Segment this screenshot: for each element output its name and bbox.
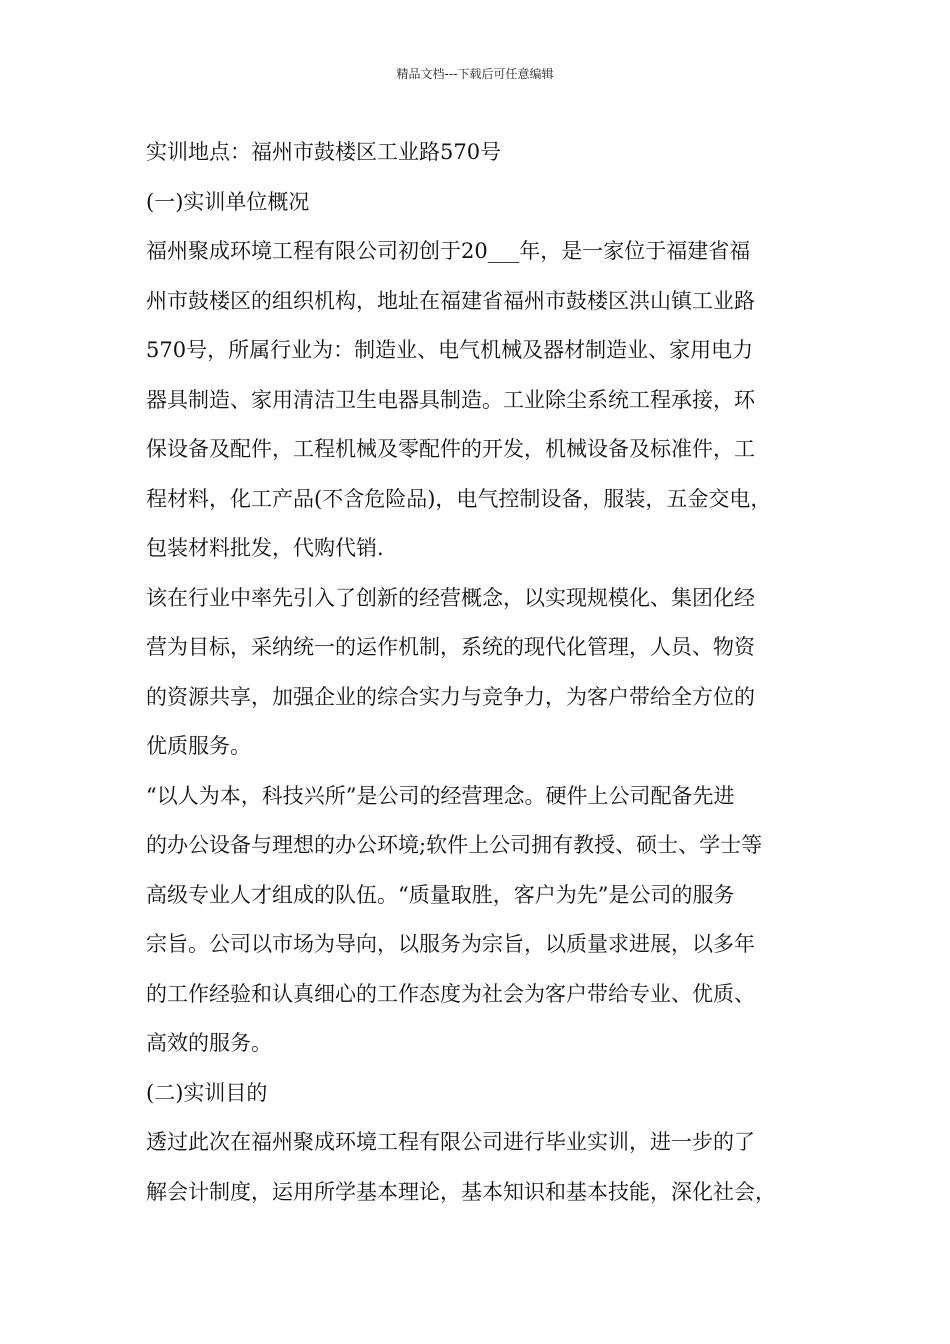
text-line: 保设备及配件，工程机械及零配件的开发，机械设备及标准件，工 <box>146 437 755 461</box>
text-line: 透过此次在福州聚成环境工程有限公司进行毕业实训，进一步的了 <box>146 1130 755 1154</box>
text-line: 程材料，化工产品(不含危险品)，电气控制设备，服装，五金交电， <box>146 486 772 511</box>
text-line: 的办公设备与理想的办公环境;软件上公司拥有教授、硕士、学士等 <box>146 833 763 857</box>
section-heading-training-purpose: (二)实训目的 <box>146 1080 268 1105</box>
text-line: 高效的服务。 <box>146 1031 272 1055</box>
text-line: 的工作经验和认真细心的工作态度为社会为客户带给专业、优质、 <box>146 981 755 1006</box>
document-body <box>146 128 822 1217</box>
text-line: 包装材料批发，代购代销. <box>146 536 384 560</box>
text-line: 州市鼓楼区的组织机构，地址在福建省福州市鼓楼区洪山镇工业路 <box>146 288 755 313</box>
page-header: 精品文档---下载后可任意编辑 <box>396 67 554 81</box>
text-line: “以人为本，科技兴所”是公司的经营理念。硬件上公司配备先进 <box>146 783 735 808</box>
text-line: 570号，所属行业为：制造业、电气机械及器材制造业、家用电力 <box>146 338 754 362</box>
text-line-location: 实训地点：福州市鼓楼区工业路570号 <box>146 140 502 164</box>
text-line: 优质服务。 <box>146 734 251 758</box>
text-line: 的资源共享，加强企业的综合实力与竞争力，为客户带给全方位的 <box>146 684 755 709</box>
text-line: 营为目标，采纳统一的运作机制，系统的现代化管理，人员、物资 <box>146 635 755 659</box>
text-line: 该在行业中率先引入了创新的经营概念，以实现规模化、集团化经 <box>146 585 755 610</box>
text-line: 解会计制度，运用所学基本理论，基本知识和基本技能，深化社会， <box>146 1179 776 1204</box>
text-line: 宗旨。公司以市场为导向，以服务为宗旨，以质量求进展，以多年 <box>146 932 755 956</box>
text-line: 高级专业人才组成的队伍。“质量取胜，客户为先”是公司的服务 <box>146 882 735 907</box>
section-heading-unit-overview: (一)实训单位概况 <box>146 189 310 214</box>
text-line: 器具制造、家用清洁卫生电器具制造。工业除尘系统工程承接，环 <box>146 387 755 412</box>
text-line: 福州聚成环境工程有限公司初创于20___年，是一家位于福建省福 <box>146 239 751 263</box>
